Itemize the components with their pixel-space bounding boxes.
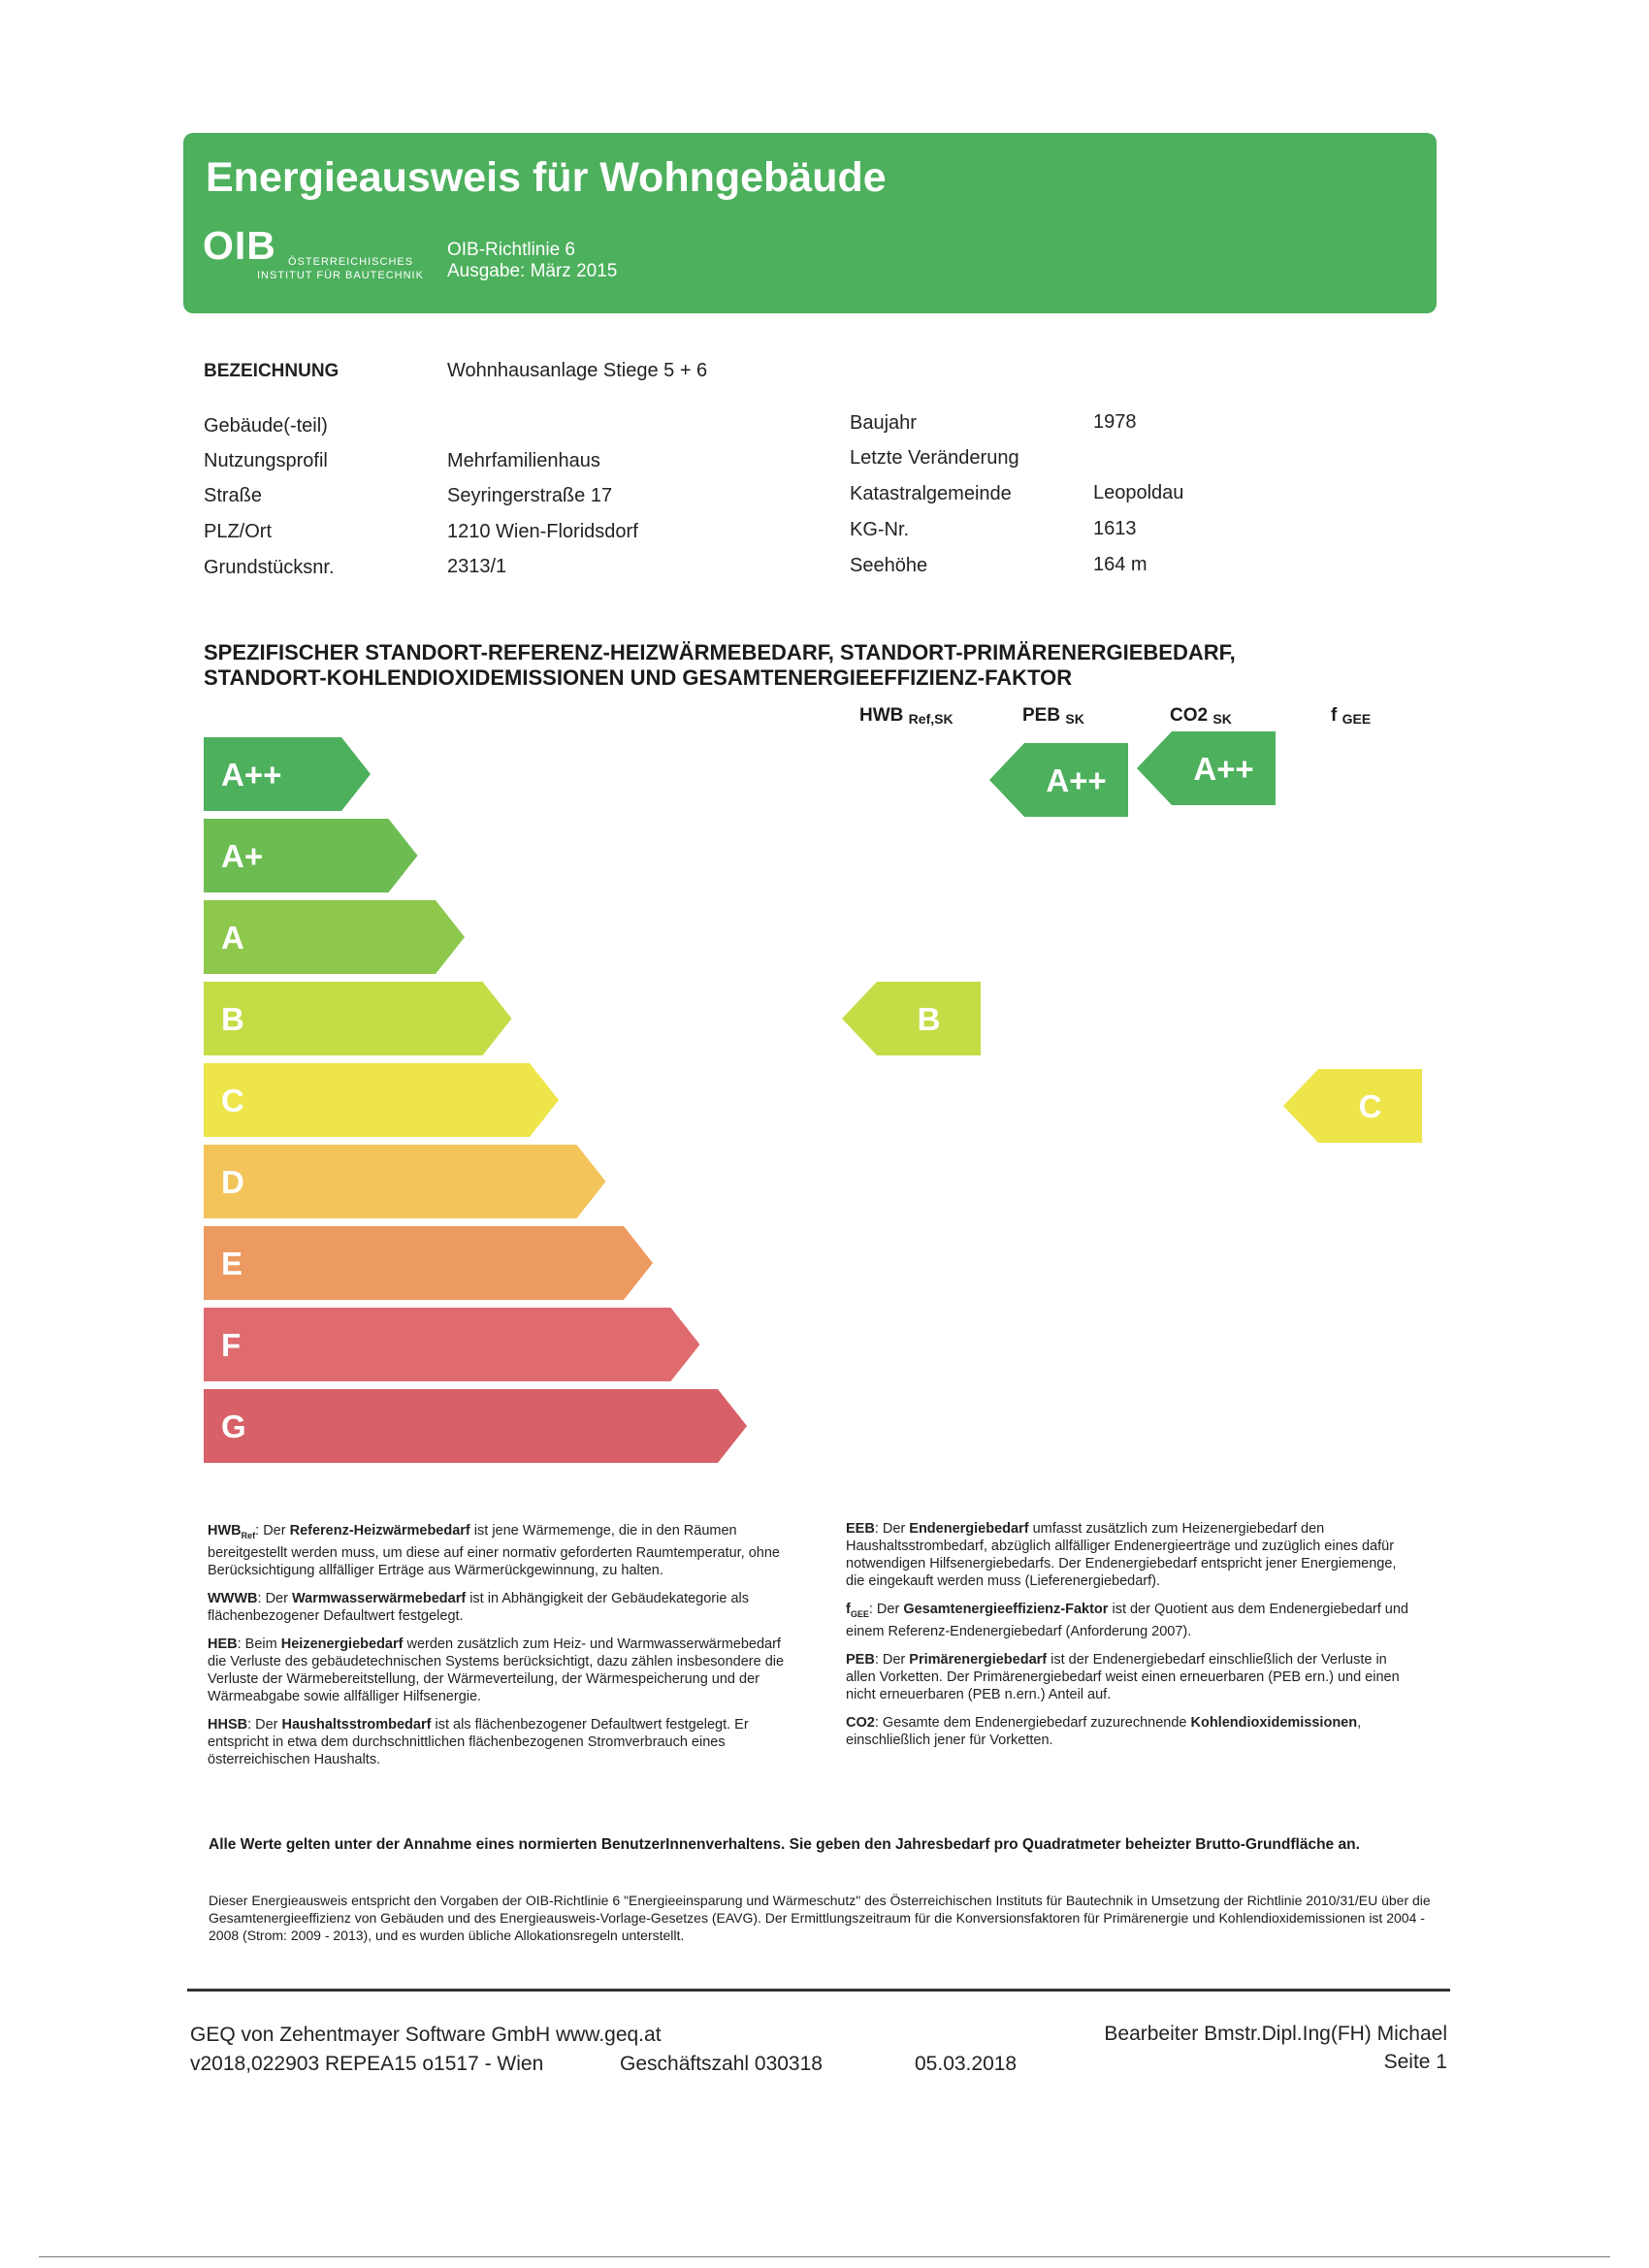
rating-marker-shape-f: [1283, 1069, 1422, 1143]
column-header-hwb-main: HWB: [859, 705, 904, 726]
field-value-street: Seyringerstraße 17: [447, 485, 613, 506]
definition-hhsb-abbr: HHSB: [208, 1716, 248, 1733]
definition-peb-text: ist der Endenergiebedarf einschließlich der Verluste in allen Vorketten. Der Primärenergiebedarf weist einen erneuerbaren (PEB ern.) und einen nicht erneuerbaren (PEB n.ern.) Anteil auf.: [846, 1651, 1400, 1702]
field-value-year-built: 1978: [1093, 411, 1137, 433]
rating-marker-label-co2: A++: [1193, 751, 1254, 787]
definition-wwwb-pre: : Der: [257, 1590, 292, 1606]
definition-wwwb-text: ist in Abhängigkeit der Gebäudekategorie als flächenbezogener Defaultwert festgelegt.: [208, 1590, 749, 1624]
definition-hwb-text: ist jene Wärmemenge, die in den Räumen bereitgestellt werden muss, um diese auf einer normativ geforderten Raumtemperatur, ohne Berücksichtigung allfälliger Erträge aus Wärmerückgewinnung, zu halten.: [208, 1523, 780, 1578]
definition-fgee-text: ist der Quotient aus dem Endenergiebedarf und einem Referenz-Endenergiebedarf (Anforderung 2007).: [846, 1602, 1408, 1639]
definition-eeb: [846, 1520, 1418, 1590]
definition-peb: [846, 1651, 1418, 1703]
definition-fgee-pre: : Der: [868, 1602, 904, 1617]
column-header-hwb-sub: Ref,SK: [908, 711, 954, 727]
field-label-kg-number: KG-Nr.: [850, 519, 910, 540]
footer-date: 05.03.2018: [915, 2053, 1018, 2075]
definition-eeb-pre: : Der: [874, 1521, 910, 1537]
scale-bar-label-g: G: [221, 1409, 246, 1444]
definition-hwb-pre: : Der: [255, 1523, 290, 1539]
definition-co2-term: Kohlendioxidemissionen: [1190, 1714, 1358, 1731]
definition-eeb-abbr: EEB: [846, 1521, 875, 1537]
definition-wwwb-term: Warmwasserwärmebedarf: [291, 1590, 467, 1606]
definition-hwb-term: Referenz-Heizwärmebedarf: [289, 1523, 470, 1539]
scale-bar-label-e: E: [221, 1246, 243, 1281]
column-header-co2-sub: SK: [1212, 711, 1232, 727]
footer-version: v2018,022903 REPEA15 o1517 - Wien: [190, 2053, 544, 2075]
footer-page-number: Seite 1: [1383, 2051, 1447, 2073]
field-label-cadastral-community: Katastralgemeinde: [850, 483, 1012, 504]
definition-co2-abbr: CO2: [846, 1714, 875, 1731]
definition-heb-pre: : Beim: [237, 1636, 281, 1652]
note-assumptions: Alle Werte gelten unter der Annahme eines normierten BenutzerInnenverhaltens. Sie geben den Jahresbedarf pro Quadratmeter beheizter Brutto-Grundfläche an.: [209, 1836, 1360, 1853]
oib-logo-mark: OIB: [203, 223, 276, 268]
oib-logo-line1: ÖSTERREICHISCHES: [288, 256, 414, 268]
column-header-peb-sub: SK: [1065, 711, 1084, 727]
page-bottom-line: [39, 2256, 1610, 2257]
scale-bar-label-f: F: [221, 1327, 242, 1363]
definition-wwwb-abbr: WWWB: [208, 1590, 258, 1606]
scale-bar-g: [204, 1389, 747, 1463]
field-label-postcode-city: PLZ/Ort: [204, 521, 273, 542]
field-label-year-built: Baujahr: [850, 412, 917, 434]
scale-bar-d: [204, 1145, 606, 1218]
column-header-peb-main: PEB: [1022, 705, 1061, 726]
definition-hhsb-pre: : Der: [247, 1716, 282, 1733]
definition-eeb-text: umfasst zusätzlich zum Heizenergiebedarf den Haushaltsstrombedarf, abzüglich allfälliger Endenergieerträge und zuzüglich eines dafür notwendigen Hilfsenergiebedarfs. Der Endenergiebedarf entspricht jener Energiemenge, die eingekauft werden muss (Lieferenergiebedarf).: [846, 1521, 1397, 1589]
field-label-usage-profile: Nutzungsprofil: [204, 450, 328, 471]
scale-bar-label-a: A: [221, 920, 244, 956]
definition-heb-term: Heizenergiebedarf: [280, 1636, 404, 1652]
definition-fgee-term: Gesamtenergieeffizienz-Faktor: [903, 1602, 1109, 1617]
definition-hwb-abbr: HWB: [208, 1523, 242, 1539]
document-title: Energieausweis für Wohngebäude: [206, 154, 887, 201]
definition-fgee-abbr-sub: GEE: [850, 1608, 869, 1619]
rating-marker-label-peb: A++: [1046, 762, 1107, 798]
definition-hhsb-text: ist als flächenbezogener Defaultwert festgelegt. Er entspricht in etwa dem durchschnittlichen flächenbezogenen Stromverbrauch eines österreichischen Haushalts.: [208, 1716, 749, 1767]
column-header-co2-main: CO2: [1170, 705, 1209, 726]
note-legal: Dieser Energieausweis entspricht den Vorgaben der OIB-Richtlinie 6 "Energieeinsparung und Wärmeschutz" des Österreichischen Instituts für Bautechnik in Umsetzung der Richtlinie 2010/31/EU über die Gesamtenergieeffizienz von Gebäuden und des Energieausweis-Vorlage-Gesetzes (EAVG). Der Ermittlungszeitraum für die Konversionsfaktoren für Primärenergie und Kohlendioxidemissionen ist 2004 - 2008 (Strom: 2009 - 2013), und es wurden übliche Allokationsregeln unterstellt.: [209, 1893, 1431, 1943]
definition-wwwb: [208, 1590, 790, 1625]
definition-peb-term: Primärenergiebedarf: [909, 1651, 1048, 1668]
field-label-building-part: Gebäude(-teil): [204, 415, 328, 437]
column-header-fgee-main: f: [1331, 705, 1338, 726]
scale-bar-f: [204, 1308, 700, 1381]
field-value-postcode-city: 1210 Wien-Floridsdorf: [447, 521, 638, 542]
guideline-name: OIB-Richtlinie 6: [447, 240, 575, 260]
definition-co2-text: , einschließlich jener für Vorketten.: [846, 1714, 1362, 1748]
definition-heb-text: werden zusätzlich zum Heiz- und Warmwasserwärmebedarf die Verluste des gebäudetechnischen Systems berücksichtigt, dazu zählen insbesondere die Verluste der Wärmebereitstellung, der Wärmeverteilung, der Wärmespeicherung und der Wärmeabgabe sowie allfälliger Hilfsenergie.: [208, 1636, 785, 1704]
field-value-kg-number: 1613: [1093, 518, 1137, 539]
definition-fgee-abbr: f: [846, 1602, 851, 1617]
definition-fgee: [846, 1601, 1418, 1640]
definition-co2-pre: : Gesamte dem Endenergiebedarf zuzurechnende: [874, 1714, 1191, 1731]
designation-value: Wohnhausanlage Stiege 5 + 6: [447, 360, 708, 381]
field-label-plot-number: Grundstücksnr.: [204, 557, 335, 578]
scale-bar-c: [204, 1063, 559, 1137]
rating-marker-peb: [989, 743, 1128, 817]
scale-bar-e: [204, 1226, 653, 1300]
definition-peb-pre: : Der: [874, 1651, 910, 1668]
rating-marker-label-f: C: [1358, 1088, 1382, 1124]
definition-hwb-abbr-sub: Ref: [241, 1530, 256, 1540]
definition-heb-abbr: HEB: [208, 1636, 238, 1652]
scale-bar-label-b: B: [221, 1001, 244, 1037]
scale-bar-label-c: C: [221, 1083, 244, 1118]
definition-hhsb-term: Haushaltsstrombedarf: [281, 1716, 432, 1733]
field-value-altitude: 164 m: [1093, 554, 1148, 575]
definition-peb-abbr: PEB: [846, 1651, 875, 1668]
field-value-usage-profile: Mehrfamilienhaus: [447, 450, 600, 471]
rating-marker-hwb: [842, 982, 981, 1055]
designation-label: BEZEICHNUNG: [204, 361, 340, 381]
scale-bar-label-aplus: A+: [221, 838, 264, 874]
definitions-left: [208, 1522, 790, 1768]
rating-marker-f: [1283, 1069, 1422, 1143]
scale-bar-b: [204, 982, 512, 1055]
definitions-right: [846, 1520, 1418, 1749]
rating-marker-label-hwb: B: [917, 1001, 941, 1037]
footer-case-number: Geschäftszahl 030318: [620, 2053, 823, 2075]
field-label-street: Straße: [204, 485, 263, 506]
section-heading-line2: STANDORT-KOHLENDIOXIDEMISSIONEN UND GESAMTENERGIEEFFIZIENZ-FAKTOR: [204, 665, 1073, 690]
rating-marker-shape-hwb: [842, 982, 981, 1055]
definition-eeb-term: Endenergiebedarf: [909, 1521, 1029, 1537]
footer-divider: [187, 1989, 1450, 1992]
footer-editor: Bearbeiter Bmstr.Dipl.Ing(FH) Michael: [1104, 2023, 1447, 2045]
field-value-cadastral-community: Leopoldau: [1093, 482, 1184, 503]
field-label-altitude: Seehöhe: [850, 555, 928, 576]
column-header-fgee-sub: GEE: [1342, 711, 1372, 727]
definition-hhsb: [208, 1716, 790, 1768]
field-label-last-change: Letzte Veränderung: [850, 447, 1019, 469]
scale-bar-label-d: D: [221, 1164, 244, 1200]
oib-logo-line2: INSTITUT FÜR BAUTECHNIK: [257, 270, 424, 281]
guideline-edition: Ausgabe: März 2015: [447, 261, 618, 281]
field-value-plot-number: 2313/1: [447, 556, 507, 577]
rating-marker-co2: [1137, 731, 1276, 805]
footer-software: GEQ von Zehentmayer Software GmbH www.geq.at: [190, 2024, 662, 2046]
definition-heb: [208, 1636, 790, 1705]
scale-bar-label-aplusplus: A++: [221, 757, 282, 793]
definition-co2: [846, 1714, 1418, 1749]
section-heading-line1: SPEZIFISCHER STANDORT-REFERENZ-HEIZWÄRMEBEDARF, STANDORT-PRIMÄRENERGIEBEDARF,: [204, 640, 1236, 664]
definition-hwb: [208, 1522, 790, 1579]
